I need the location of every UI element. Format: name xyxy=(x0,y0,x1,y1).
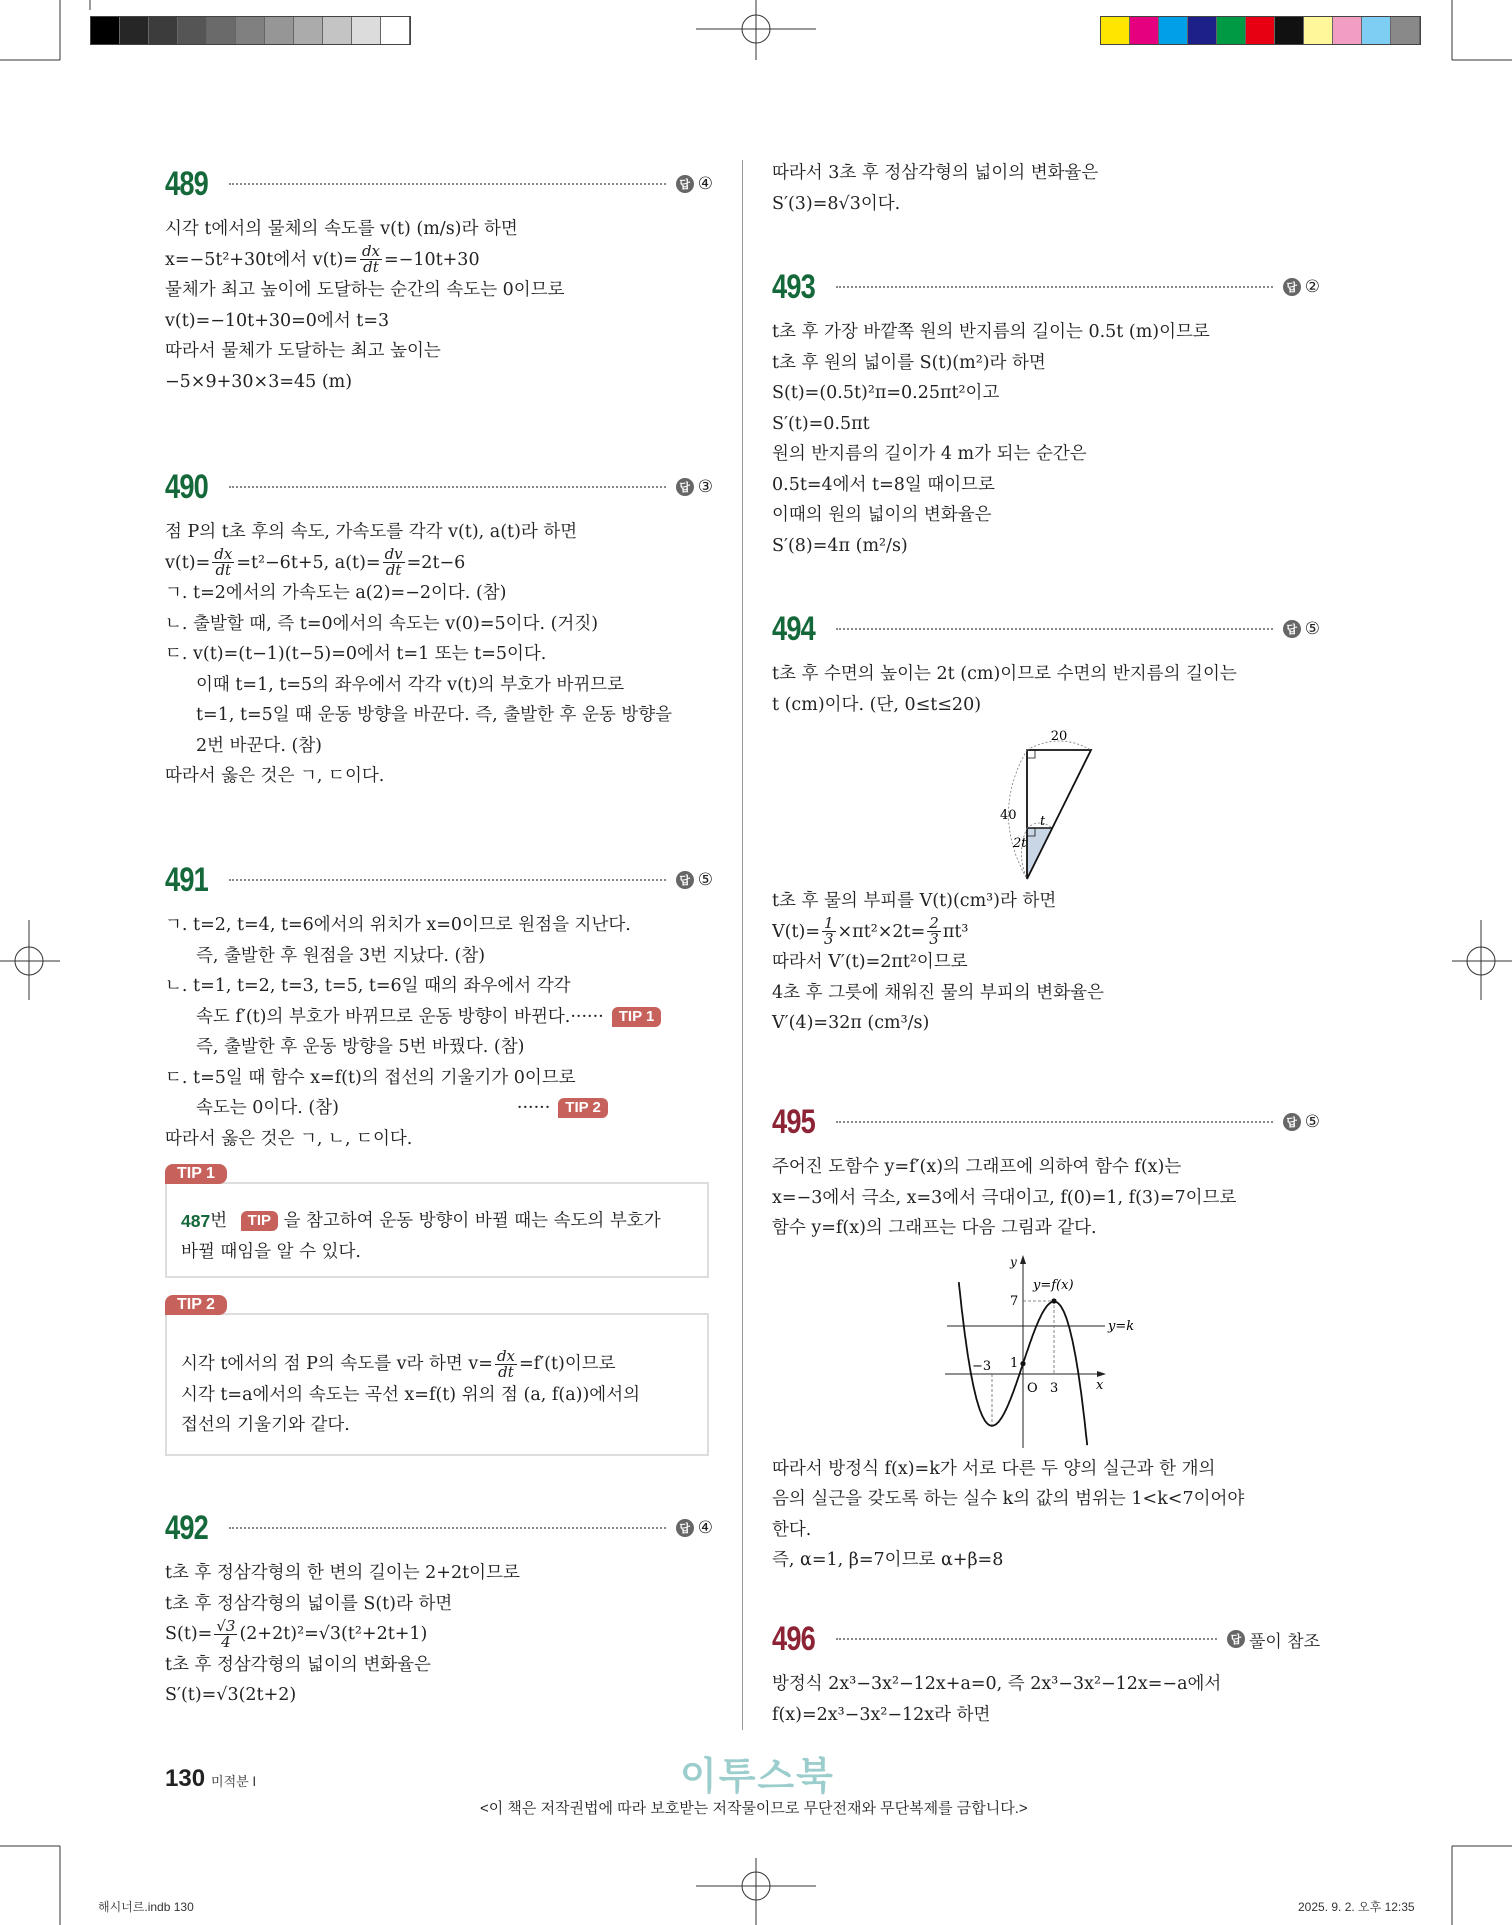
x-tick-3: 3 xyxy=(1050,1380,1059,1396)
text-line xyxy=(772,470,1320,501)
text-line xyxy=(772,1213,1320,1244)
denominator: dt xyxy=(498,1362,514,1381)
answer-icon: 답 xyxy=(676,175,694,193)
text-line xyxy=(772,409,1320,440)
fraction xyxy=(927,916,941,947)
line-label: y=k xyxy=(1108,1318,1135,1334)
denominator: 3 xyxy=(824,930,834,949)
text-line xyxy=(772,500,1320,531)
label-height: 40 xyxy=(1000,808,1017,823)
text-segment: t초 후 정삼각형의 한 변의 길이는 2+2t이므로 xyxy=(165,1563,520,1583)
text-line xyxy=(165,941,713,972)
text-segment: ㄱ. t=2, t=4, t=6에서의 위치가 x=0이므로 원점을 지난다. xyxy=(165,915,631,935)
fraction xyxy=(822,916,836,947)
x-axis-label: x xyxy=(1096,1377,1104,1393)
leader-dots xyxy=(229,486,666,488)
problem-number: 493 xyxy=(772,267,815,306)
slug-file-info: 해시너르.indb 130 xyxy=(98,1900,194,1914)
text-segment: 함수 y=f(x)의 그래프는 다음 그림과 같다. xyxy=(772,1218,1097,1238)
solution-text xyxy=(772,317,1320,561)
text-line xyxy=(772,317,1320,348)
text-line xyxy=(165,1558,713,1589)
solution-text xyxy=(772,659,1320,720)
text-line xyxy=(772,886,1320,917)
text-line xyxy=(772,189,1320,220)
numerator: dv xyxy=(384,545,403,564)
text-segment: 시각 t에서의 점 P의 속도를 v라 하면 v= xyxy=(181,1354,493,1374)
text-line xyxy=(165,1032,713,1063)
text-line xyxy=(772,1515,1320,1546)
text-segment: ㄴ. 출발할 때, 즉 t=0에서의 속도는 v(0)=5이다. (거짓) xyxy=(165,613,599,634)
publisher-watermark: 이투스북 xyxy=(680,1756,835,1798)
answer: 풀이 참조 xyxy=(1248,1631,1320,1652)
text-segment: (2+2t)²=√3(t²+2t+1) xyxy=(239,1624,428,1644)
text-segment: −5×9+30×3=45 (m) xyxy=(165,371,353,392)
copyright-notice: <이 책은 저작권법에 따라 보호받는 저작물이므로 무단전재와 무단복제를 금합니다.> xyxy=(480,1800,1028,1817)
label-top-width: 20 xyxy=(1050,729,1068,744)
leader-dots xyxy=(229,183,666,185)
text-segment: t초 후 수면의 높이는 2t (cm)이므로 수면의 반지름의 길이는 xyxy=(772,664,1237,684)
solution-494 xyxy=(772,609,1320,1039)
text-line xyxy=(165,306,713,337)
text-segment: S(t)= xyxy=(165,1624,213,1644)
leader-dots xyxy=(229,879,666,881)
leader-dots xyxy=(229,1527,666,1529)
denominator: 3 xyxy=(929,930,939,949)
text-segment: 따라서 방정식 f(x)=k가 서로 다른 두 양의 실근과 한 개의 xyxy=(772,1458,1216,1479)
point-0-1 xyxy=(1020,1361,1025,1366)
fraction xyxy=(214,1616,237,1651)
solution-490 xyxy=(165,467,713,792)
problem-number: 494 xyxy=(772,609,815,648)
registration-mark-right xyxy=(1452,920,1512,1000)
text-segment: 접선의 기울기와 같다. xyxy=(181,1415,350,1435)
text-segment: 따라서 V′(t)=2πt²이므로 xyxy=(772,952,968,972)
solution-text xyxy=(165,214,713,397)
page-footer xyxy=(165,1765,256,1793)
text-segment: t초 후 정삼각형의 넓이를 S(t)라 하면 xyxy=(165,1593,453,1614)
text-line xyxy=(181,1237,693,1268)
text-line xyxy=(772,158,1320,189)
y-tick-7: 7 xyxy=(1010,1293,1019,1309)
text-line xyxy=(165,670,713,701)
text-segment: S′(8)=4π (m²/s) xyxy=(772,535,908,556)
solution-text xyxy=(772,1669,1320,1730)
text-line xyxy=(772,1008,1320,1039)
solution-text xyxy=(165,1558,713,1711)
tip-title: TIP 2 xyxy=(165,1295,227,1315)
text-line xyxy=(165,214,713,245)
text-line xyxy=(165,242,713,277)
answer: ⑤ xyxy=(1304,1112,1320,1132)
text-segment: V′(4)=32π (cm³/s) xyxy=(772,1013,930,1033)
text-segment: S′(t)=√3(2t+2) xyxy=(165,1685,297,1705)
text-segment: 방정식 2x³−3x²−12x+a=0, 즉 2x³−3x²−12x=−a에서 xyxy=(772,1674,1222,1694)
solution-text-after-figure xyxy=(772,886,1320,1039)
problem-number: 492 xyxy=(165,1508,208,1547)
problem-reference: 487 xyxy=(181,1211,211,1231)
text-segment: 따라서 물체가 도달하는 최고 높이는 xyxy=(165,341,441,361)
text-segment: =t²−6t+5, a(t)= xyxy=(236,552,381,573)
text-line xyxy=(165,1650,713,1681)
text-line xyxy=(772,659,1320,690)
text-segment: 4초 후 그릇에 채워진 물의 부피의 변화율은 xyxy=(772,982,1104,1003)
text-segment: t초 후 정삼각형의 넓이의 변화율은 xyxy=(165,1654,431,1675)
origin-label: O xyxy=(1027,1380,1038,1396)
text-line xyxy=(165,1589,713,1620)
slug-date: 2025. 9. 2. 오후 12:35 xyxy=(1298,1900,1415,1914)
text-segment: S′(t)=0.5πt xyxy=(772,413,870,434)
text-line xyxy=(772,1700,1320,1731)
text-segment: ㄷ. v(t)=(t−1)(t−5)=0에서 t=1 또는 t=5이다. xyxy=(165,644,547,664)
text-line xyxy=(772,1669,1320,1700)
text-segment: ×πt²×2t= xyxy=(837,921,926,942)
text-line xyxy=(181,1206,693,1237)
denominator: 4 xyxy=(221,1632,231,1651)
fraction xyxy=(383,547,405,578)
tip-text xyxy=(181,1346,693,1441)
tip-badge: TIP xyxy=(241,1211,278,1231)
text-segment: V(t)= xyxy=(772,921,820,942)
text-segment: ㄴ. t=1, t=2, t=3, t=5, t=6일 때의 좌우에서 각각 xyxy=(165,976,571,996)
x-axis-arrow-icon xyxy=(1097,1371,1106,1377)
numerator: dx xyxy=(214,545,233,564)
text-segment: S(t)=(0.5t)²π=0.25πt²이고 xyxy=(772,383,1000,403)
leader-dots xyxy=(836,1121,1273,1123)
fraction xyxy=(495,1346,517,1381)
text-line xyxy=(772,1484,1320,1515)
text-segment: x=−5t²+30t에서 v(t)= xyxy=(165,249,358,270)
answer: ⑤ xyxy=(697,870,713,890)
solution-492 xyxy=(165,1508,713,1711)
text-line xyxy=(165,336,713,367)
x-tick-neg3: −3 xyxy=(972,1358,992,1374)
solution-text xyxy=(772,158,1320,219)
numerator: 2 xyxy=(929,914,939,933)
text-line xyxy=(772,348,1320,379)
text-segment: 주어진 도함수 y=f′(x)의 그래프에 의하여 함수 f(x)는 xyxy=(772,1157,1182,1177)
label-water-radius: t xyxy=(1040,814,1046,829)
answer-icon: 답 xyxy=(676,478,694,496)
denominator: dt xyxy=(215,561,232,580)
text-line xyxy=(165,275,713,306)
answer-icon: 답 xyxy=(676,1519,694,1537)
answer-icon: 답 xyxy=(1283,1113,1301,1131)
tip-badge: TIP 1 xyxy=(612,1007,662,1027)
text-line xyxy=(165,1002,713,1033)
text-line xyxy=(165,367,713,398)
text-segment: 즉, α=1, β=7이므로 α+β=8 xyxy=(772,1550,1004,1570)
text-segment: S′(3)=8√3이다. xyxy=(772,193,901,214)
text-segment: 따라서 3초 후 정삼각형의 넓이의 변화율은 xyxy=(772,163,1099,183)
text-line xyxy=(165,639,713,670)
right-angle-marks xyxy=(1027,750,1035,836)
text-line xyxy=(772,947,1320,978)
fraction xyxy=(360,244,382,275)
leader-dots xyxy=(836,1638,1217,1640)
answer: ④ xyxy=(697,174,713,194)
y-axis-arrow-icon xyxy=(1020,1255,1026,1264)
text-segment: 바뀔 때임을 알 수 있다. xyxy=(181,1241,361,1262)
text-segment: 즉, 출발한 후 운동 방향을 5번 바꿨다. (참) xyxy=(196,1037,525,1057)
text-segment: 이때의 원의 넓이의 변화율은 xyxy=(772,505,992,525)
solution-text xyxy=(165,910,713,1154)
page-number: 130 xyxy=(165,1765,206,1792)
tip-2-box xyxy=(165,1296,709,1456)
text-segment: 이때 t=1, t=5의 좌우에서 각각 v(t)의 부호가 바뀌므로 xyxy=(196,674,625,695)
text-segment: 물체가 최고 높이에 도달하는 순간의 속도는 0이므로 xyxy=(165,280,565,300)
text-segment: t초 후 가장 바깥쪽 원의 반지름의 길이는 0.5t (m)이므로 xyxy=(772,322,1210,342)
registration-mark-left xyxy=(0,920,60,1000)
solution-491 xyxy=(165,860,713,1154)
problem-number: 495 xyxy=(772,1102,815,1141)
text-segment: 음의 실근을 갖도록 하는 실수 k의 값의 범위는 1<k<7이어야 xyxy=(772,1489,1245,1509)
cubic-function-graph xyxy=(930,1252,1160,1452)
text-segment: =−10t+30 xyxy=(384,249,480,270)
text-segment: 따라서 옳은 것은 ㄱ, ㄷ이다. xyxy=(165,766,385,786)
text-segment: πt³ xyxy=(942,921,969,942)
tip-badge: TIP 2 xyxy=(558,1098,608,1118)
registration-mark-bottom xyxy=(696,1858,816,1925)
answer: ② xyxy=(1304,277,1320,297)
solution-text xyxy=(772,1152,1320,1244)
text-line xyxy=(772,690,1320,721)
text-segment: 을 참고하여 운동 방향이 바뀔 때는 속도의 부호가 xyxy=(278,1211,661,1231)
cone-triangle xyxy=(1027,750,1091,879)
text-segment: 따라서 옳은 것은 ㄱ, ㄴ, ㄷ이다. xyxy=(165,1128,413,1149)
text-line xyxy=(772,1454,1320,1485)
text-line xyxy=(772,439,1320,470)
text-segment: 속도는 0이다. (참) ······ xyxy=(196,1098,551,1118)
text-segment: 0.5t=4에서 t=8일 때이므로 xyxy=(772,474,995,495)
text-segment: =2t−6 xyxy=(406,552,466,573)
text-line xyxy=(165,609,713,640)
numerator: √3 xyxy=(216,1616,236,1635)
text-segment: t초 후 원의 넓이를 S(t)(m²)라 하면 xyxy=(772,352,1046,373)
text-line xyxy=(165,1063,713,1094)
text-line xyxy=(772,1545,1320,1576)
text-segment: 점 P의 t초 후의 속도, 가속도를 각각 v(t), a(t)라 하면 xyxy=(165,522,578,542)
text-segment: 원의 반지름의 길이가 4 m가 되는 순간은 xyxy=(772,444,1087,464)
fraction xyxy=(212,547,234,578)
y-tick-1: 1 xyxy=(1010,1355,1019,1371)
solution-493 xyxy=(772,267,1320,561)
text-line xyxy=(772,1152,1320,1183)
solution-495 xyxy=(772,1102,1320,1576)
text-line xyxy=(165,731,713,762)
text-line xyxy=(772,378,1320,409)
text-segment: 한다. xyxy=(772,1519,812,1540)
solution-496 xyxy=(772,1619,1320,1730)
text-segment: t (cm)이다. (단, 0≤t≤20) xyxy=(772,694,982,715)
leader-dots xyxy=(836,286,1273,288)
answer: ③ xyxy=(697,477,713,497)
leader-dots xyxy=(836,628,1273,630)
text-segment: 번 xyxy=(210,1211,233,1231)
text-line xyxy=(165,517,713,548)
text-segment: v(t)= xyxy=(165,552,211,573)
text-line xyxy=(181,1380,693,1411)
text-segment: f(x)=2x³−3x²−12x라 하면 xyxy=(772,1704,991,1725)
text-segment: x=−3에서 극소, x=3에서 극대이고, f(0)=1, f(3)=7이므로 xyxy=(772,1187,1237,1208)
solution-489 xyxy=(165,164,713,397)
problem-number: 489 xyxy=(165,164,208,203)
text-segment: 즉, 출발한 후 원점을 3번 지났다. (참) xyxy=(196,945,486,966)
solution-text-after-figure xyxy=(772,1454,1320,1576)
text-line xyxy=(165,971,713,1002)
denominator: dt xyxy=(385,561,402,580)
text-line xyxy=(165,1124,713,1155)
curve-label: y=f(x) xyxy=(1033,1277,1074,1293)
cone-cross-section-figure xyxy=(980,722,1120,882)
text-line xyxy=(165,1616,713,1651)
text-line xyxy=(165,761,713,792)
numerator: dx xyxy=(496,1346,516,1365)
text-segment: 2번 바꾼다. (참) xyxy=(196,735,323,756)
text-segment: =f′(t)이므로 xyxy=(519,1354,616,1374)
text-line xyxy=(165,1093,713,1124)
tip-title: TIP 1 xyxy=(165,1164,227,1184)
column-divider xyxy=(742,160,743,1730)
tip-text xyxy=(181,1206,693,1267)
text-line xyxy=(165,1680,713,1711)
text-segment: v(t)=−10t+30=0에서 t=3 xyxy=(165,310,390,331)
text-line xyxy=(772,978,1320,1009)
label-water-height: 2t xyxy=(1013,836,1027,851)
dimension-arcs xyxy=(1009,741,1092,879)
answer: ⑤ xyxy=(1304,619,1320,639)
problem-number: 496 xyxy=(772,1619,815,1658)
text-line xyxy=(165,910,713,941)
numerator: dx xyxy=(361,242,381,261)
text-line xyxy=(772,531,1320,562)
tip-1-box xyxy=(165,1165,709,1278)
problem-number: 491 xyxy=(165,860,208,899)
problem-number: 490 xyxy=(165,467,208,506)
text-line xyxy=(165,545,713,580)
text-segment: t=1, t=5일 때 운동 방향을 바꾼다. 즉, 출발한 후 운동 방향을 xyxy=(196,705,673,725)
text-segment: 속도 f′(t)의 부호가 바뀌므로 운동 방향이 바뀐다.······ xyxy=(196,1006,604,1027)
y-axis-label: y xyxy=(1010,1254,1017,1269)
numerator: 1 xyxy=(824,914,834,933)
text-segment: 시각 t=a에서의 속도는 곡선 x=f(t) 위의 점 (a, f(a))에서의 xyxy=(181,1384,641,1405)
text-line xyxy=(181,1410,693,1441)
text-line xyxy=(772,1183,1320,1214)
answer-icon: 답 xyxy=(1283,278,1301,296)
text-line xyxy=(772,914,1320,949)
answer-icon: 답 xyxy=(1283,620,1301,638)
text-line xyxy=(165,578,713,609)
answer-icon: 답 xyxy=(1227,1630,1245,1648)
text-line xyxy=(165,700,713,731)
registration-mark-top xyxy=(696,0,816,60)
text-segment: ㄱ. t=2에서의 가속도는 a(2)=−2이다. (참) xyxy=(165,583,507,603)
text-segment: ㄷ. t=5일 때 함수 x=f(t)의 접선의 기울기가 0이므로 xyxy=(165,1067,576,1088)
subject-label: 미적분 Ⅰ xyxy=(211,1774,257,1789)
text-line xyxy=(181,1346,693,1381)
text-segment: 시각 t에서의 물체의 속도를 v(t) (m/s)라 하면 xyxy=(165,219,518,239)
text-segment: t초 후 물의 부피를 V(t)(cm³)라 하면 xyxy=(772,891,1057,911)
denominator: dt xyxy=(363,258,379,277)
solution-text xyxy=(165,517,713,792)
point-3-7 xyxy=(1051,1298,1056,1303)
answer-icon: 답 xyxy=(676,871,694,889)
solution-492-continued xyxy=(772,158,1320,219)
answer: ④ xyxy=(697,1518,713,1538)
